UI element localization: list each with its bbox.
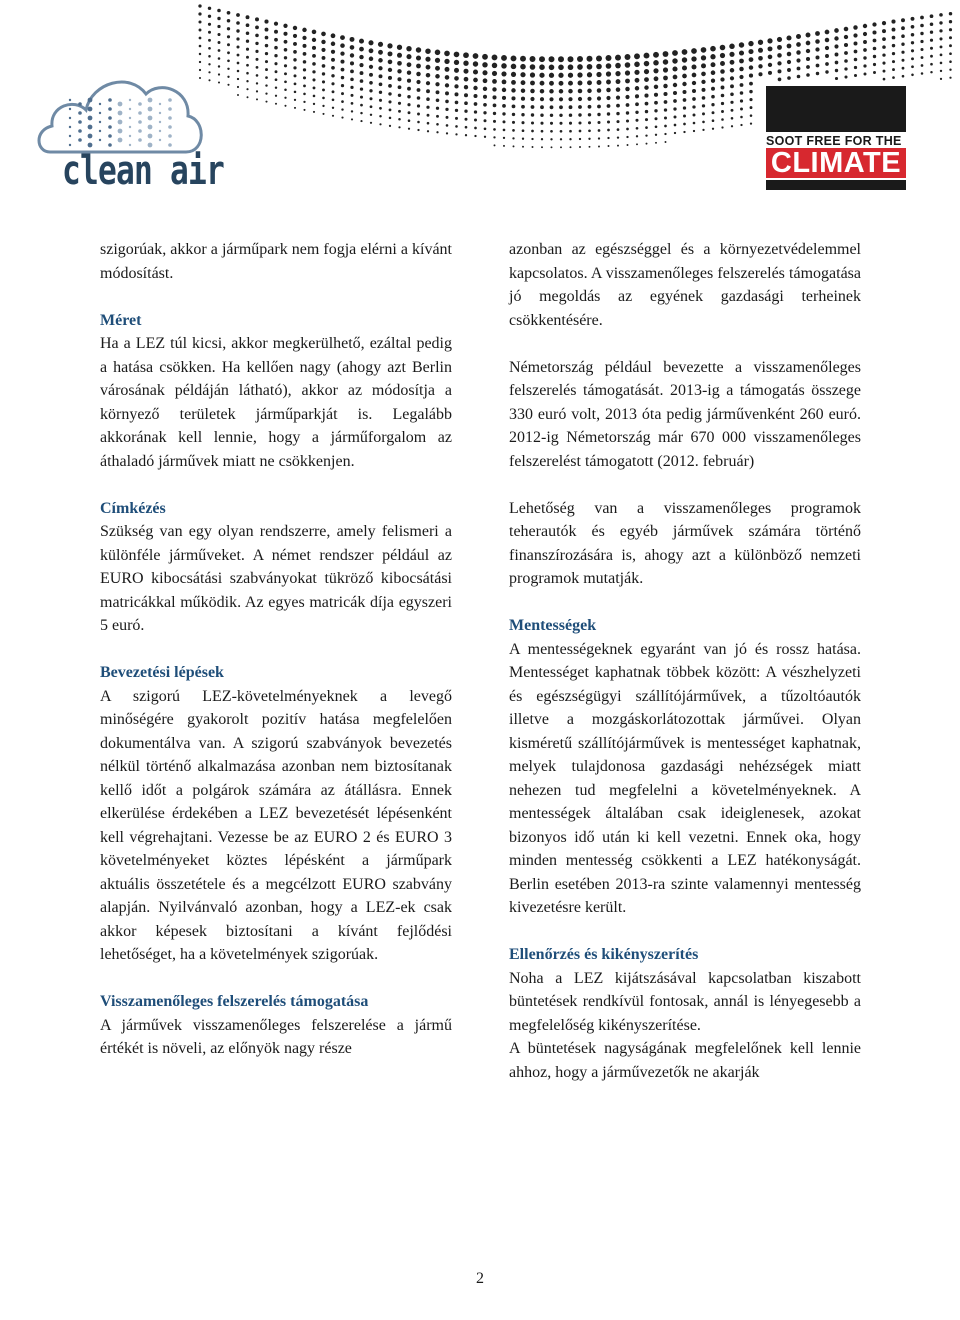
soot-logo-line2: CLIMATE xyxy=(766,148,906,178)
soot-logo-bottom-bar xyxy=(766,180,906,190)
clean-air-logo-text: clean air xyxy=(62,148,225,194)
section-paragraph: A szigorú LEZ-követelményeknek a levegő minőségére gyakorolt pozitív hatása megfelelően dokumentálva van. A szigorú szabványok bevezetés nélkül történő alkalmazása azonban nem biztosítanak kellő időt a polgárok számára az átállásra. Ennek elkerülése érdekében a LEZ bevezetését lépésenként kell végrehajtani. Vezesse be az EURO 2 és EURO 3 követelményeket köztes lépésként a járműpark aktuális összetétele és a megcélzott EURO szabvány alapján. Nyilvánvaló azonban, hogy a LEZ-ek csak akkor képesek biztosítani a kívánt fejlődési lehetőséget, ha a követelmények szigorúak. xyxy=(100,687,452,963)
right-intro-paragraph: azonban az egészséggel és a környezetvédelemmel kapcsolatos. A visszamenőleges felszerelés támogatása jó megoldás az egyének gazdasági terheinek csökkentésére. xyxy=(509,241,861,329)
section-paragraph: A járművek visszamenőleges felszerelése a jármű értékét is növeli, az előnyök nagy része xyxy=(100,1016,452,1057)
section-heading-visszamenoleges: Visszamenőleges felszerelés támogatása xyxy=(100,993,369,1010)
right-column xyxy=(509,238,861,1084)
page-number: 2 xyxy=(476,1270,484,1287)
section-paragraph: A büntetések nagyságának megfelelőnek kell lennie ahhoz, hogy a járművezetők ne akarják xyxy=(509,1040,861,1081)
section-paragraph: A mentességeknek egyaránt van jó és rossz hatása. Mentességet kaphatnak többek között: A vészhelyzeti és egészségügyi szállítójárművek, a tűzoltóautók illetve a mozgáskorlátozottak járművei. Olyan kisméretű szállítójárművek is mentességet kaphatnak, melyek tulajdonosa gazdasági nehézségek miatt nehezen tud megfelelni a követelményeknek. A mentességek általában csak ideiglenesek, azokat bizonyos idő után ki kell vezetni. Ennek oka, hogy minden mentesség csökkenti a LEZ hatékonyságát. Berlin esetében 2013-ra szinte valamennyi mentesség kivezetésre került. xyxy=(509,640,861,916)
right-intro-paragraph: Lehetőség van a visszamenőleges programok teherautók és egyéb járművek számára történő finanszírozására is, ahogy azt a különböző nemzeti programok mutatják. xyxy=(509,499,861,587)
section-heading-bevezetesi-lepesek: Bevezetési lépések xyxy=(100,664,224,681)
section-heading-cimkezes: Címkézés xyxy=(100,499,166,517)
soot-free-logo xyxy=(766,86,906,190)
section-paragraph: Ha a LEZ túl kicsi, akkor megkerülhető, ezáltal pedig a hatása csökken. Ha kellően nagy (ahogy azt Berlin városának példáján látható), akkor az módosítja a környező területek járműparkját is. Legalább akkorának kell lennie, hogy a járműforgalom az áthaladó járművek miatt ne csökkenjen. xyxy=(100,335,452,470)
section-heading-ellenorzes: Ellenőrzés és kikényszerítés xyxy=(509,946,699,963)
section-heading-meret: Méret xyxy=(100,311,142,329)
section-paragraph: Szükség van egy olyan rendszerre, amely felismeri a különféle járműveket. A német rendszer például az EURO kibocsátási szabványokat tükröző kibocsátási matricákkal működik. Az egyes matricák díja egyszeri 5 euró. xyxy=(100,523,452,634)
left-intro-paragraph: szigorúak, akkor a járműpark nem fogja elérni a kívánt módosítást. xyxy=(100,241,452,282)
soot-logo-black-bar xyxy=(766,86,906,132)
section-heading-mentessegek: Mentességek xyxy=(509,617,597,634)
page-header xyxy=(0,0,960,210)
left-column xyxy=(100,238,452,1061)
soot-logo-line1: SOOT FREE FOR THE xyxy=(766,134,902,148)
section-paragraph: Noha a LEZ kijátszásával kapcsolatban kiszabott büntetések rendkívül fontosak, annál is lényegesebb a megfelelőség kikényszerítése. xyxy=(509,969,861,1034)
right-intro-paragraph: Németország például bevezette a visszamenőleges felszerelés támogatását. 2013-ig a támogatás összege 330 euró volt, 2013 óta pedig járművenként 260 euró. 2012-ig Németország már 670 000 visszamenőleges felszerelést támogatott (2012. február) xyxy=(509,358,861,470)
